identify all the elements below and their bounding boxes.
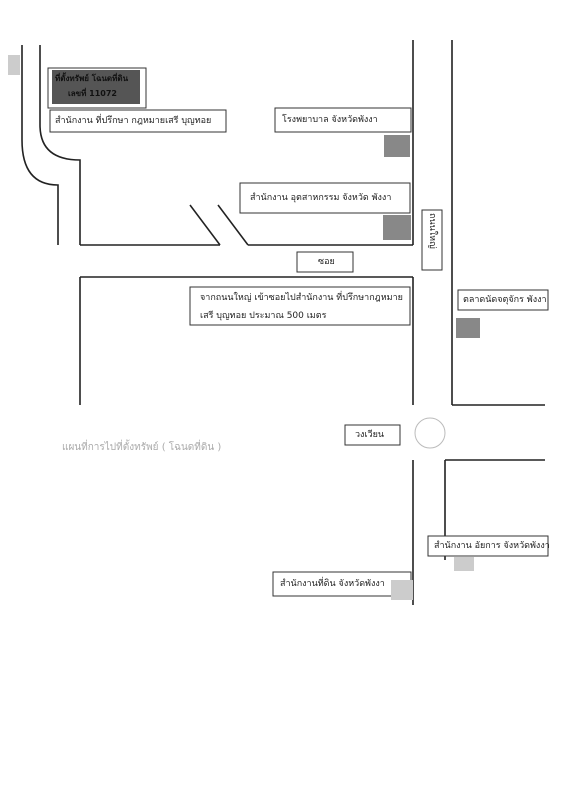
land-office-marker — [391, 580, 413, 600]
roundabout-label: วงเวียน — [355, 430, 385, 440]
law-office-label: สำนักงาน ที่ปรึกษา กฎหมายเสรี บุญทอย — [55, 116, 212, 126]
market-label: ตลาดนัดจตุจักร พังงา — [463, 295, 547, 305]
roundabout-circle — [415, 418, 445, 448]
directions-line1: จากถนนใหญ่ เข้าซอยไปสำนักงาน ที่ปรึกษากฎหมาย — [200, 293, 403, 303]
property-label-line1: ที่ตั้งทรัพย์ โฉนดที่ดิน — [55, 74, 129, 83]
map-title: แผนที่การไปที่ตั้งทรัพย์ ( โฉนดที่ดิน ) — [62, 442, 222, 453]
soi-label: ซอย — [318, 257, 335, 267]
main-road-label: ถนนใหญ่ — [427, 213, 437, 249]
corner-marker — [8, 55, 20, 75]
hospital-label: โรงพยาบาล จังหวัดพังงา — [282, 115, 378, 125]
prosecutor-label: สำนักงาน อัยการ จังหวัดพังงา — [434, 541, 550, 551]
directions-line2: เสรี บุญทอย ประมาณ 500 เมตร — [200, 311, 327, 321]
prosecutor-marker — [454, 557, 474, 571]
market-marker — [456, 318, 480, 338]
land-office-label: สำนักงานที่ดิน จังหวัดพังงา — [280, 579, 385, 589]
industry-marker — [383, 215, 411, 240]
hospital-marker — [384, 135, 410, 157]
property-label-line2: เลขที่ 11072 — [68, 89, 117, 98]
road-diagonal-left — [190, 205, 220, 245]
industry-office-label: สำนักงาน อุตสาหกรรม จังหวัด พังงา — [250, 193, 392, 203]
